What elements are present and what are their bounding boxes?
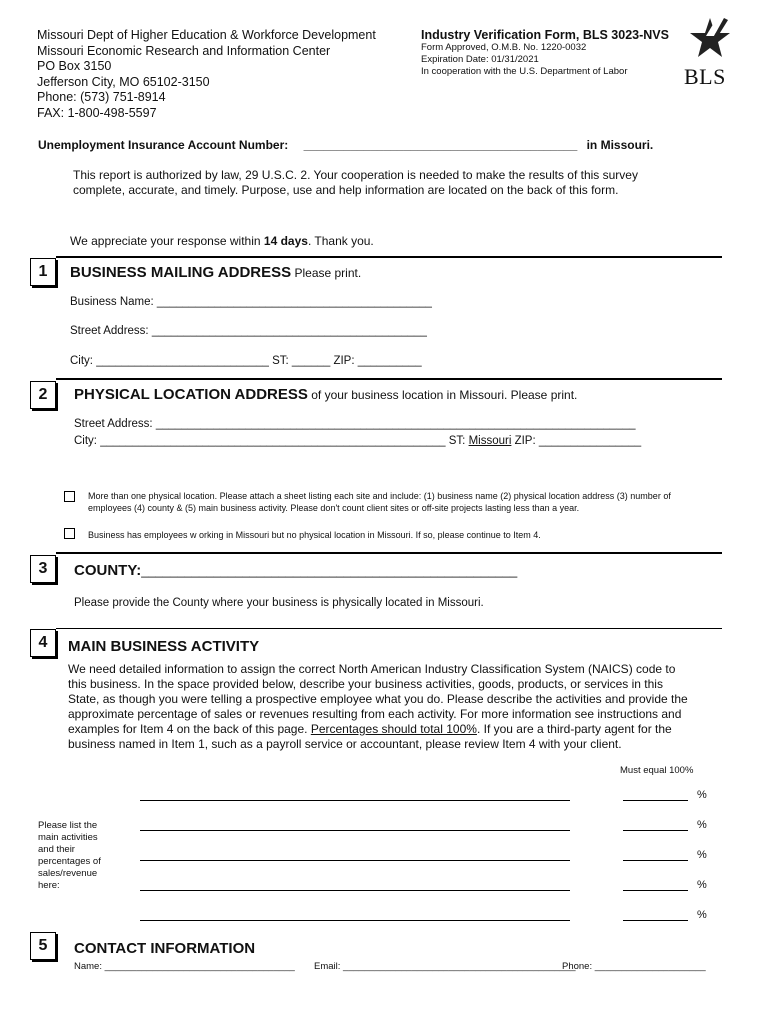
physical-city-field[interactable] [74, 435, 641, 447]
star-icon [684, 14, 742, 64]
form-meta-line: Expiration Date: 01/31/2021 [421, 54, 539, 65]
authorization-text: This report is authorized by law, 29 U.S.C. 2. Your cooperation is needed to make the results of this survey complete, accurate, and timely. Purpose, use and help information are located on the back of this form. [73, 168, 638, 197]
address-line: Phone: (573) 751-8914 [37, 90, 166, 104]
section-title [74, 386, 577, 403]
section-title-text: BUSINESS MAILING ADDRESS [70, 264, 292, 281]
section-number: 3 [30, 555, 56, 583]
instructions-b: . If you are a third-party agent for the business named in Item 1, such as a payroll service or accountant, please review Item 4 with your client. [68, 722, 672, 751]
address-line: PO Box 3150 [37, 59, 112, 73]
multiple-locations-text: More than one physical location. Please attach a sheet listing each site and include: (1) business name (2) physical location address (3) number of employees (4) county & (5) main business activity. Please don't count client sites or off-site projects lasting less than a year. [88, 491, 671, 513]
section-title-text: COUNTY: [74, 562, 142, 579]
appreciate-pre: We appreciate your response within [70, 234, 264, 248]
percent-sign: % [697, 849, 707, 861]
section-number: 4 [30, 629, 56, 657]
activity-percent-input[interactable] [623, 860, 688, 861]
activity-side-label: Please list the main activities and their percentages of sales/revenue here: [38, 820, 101, 891]
percent-sign: % [697, 819, 707, 831]
ui-account-suffix: in Missouri. [586, 138, 654, 152]
section-number: 1 [30, 258, 56, 286]
county-input[interactable]: ____________________________________________________ [141, 563, 518, 578]
form-title: Industry Verification Form, BLS 3023-NVS [421, 28, 669, 42]
business-name-field[interactable]: Business Name: ___________________________________________ [70, 296, 432, 308]
contact-phone-field[interactable]: Phone: _____________________ [562, 961, 706, 972]
ui-account-input[interactable]: _________________________________________ [303, 138, 578, 152]
section-number: 2 [30, 381, 56, 409]
section-note: Please print. [291, 266, 362, 280]
ui-account-label: Unemployment Insurance Account Number: [38, 138, 289, 152]
appreciate-text [70, 234, 374, 248]
no-physical-location-text: Business has employees w orking in Missouri but no physical location in Missouri. If so, please continue to Item 4. [88, 530, 541, 540]
percent-sign: % [697, 789, 707, 801]
form-meta-line: In cooperation with the U.S. Department of Labor [421, 66, 628, 77]
bls-logo [684, 14, 742, 90]
section-title-text: PHYSICAL LOCATION ADDRESS [74, 386, 308, 403]
form-meta-line: Form Approved, O.M.B. No. 1220-0032 [421, 42, 587, 53]
activity-description-input[interactable] [140, 830, 570, 831]
address-line: Missouri Dept of Higher Education & Workforce Development [37, 28, 376, 42]
contact-name-field[interactable]: Name: ____________________________________ [74, 961, 295, 972]
state-value: Missouri [468, 435, 512, 447]
logo-text: BLS [684, 64, 726, 89]
section-divider [56, 628, 722, 629]
activity-instructions [68, 662, 693, 752]
instructions-a: We need detailed information to assign the correct North American Industry Classification System (NAICS) code to this business. In the space provided below, describe your business activities, goods, products, or services in this State, as though you were telling a prospective employee what you do. Please describe the activities and provide the approximate percentage of sales or revenues resulting from each activity. For more information see instructions and examples for Item 4 on the back of this page. [68, 662, 688, 736]
activity-percent-input[interactable] [623, 920, 688, 921]
activity-percent-input[interactable] [623, 890, 688, 891]
activity-description-input[interactable] [140, 890, 570, 891]
physical-street-field[interactable]: Street Address: ___________________________________________________________________________ [74, 418, 636, 430]
section-divider [56, 552, 722, 554]
response-days: 14 days [263, 234, 308, 248]
ui-account-row [38, 138, 653, 152]
activity-description-input[interactable] [140, 860, 570, 861]
address-line: FAX: 1-800-498-5597 [37, 105, 157, 120]
city-line: City: ______________________________________________________ ST: [74, 435, 469, 447]
activity-percent-input[interactable] [623, 830, 688, 831]
multiple-locations-checkbox[interactable] [64, 491, 75, 502]
section-divider [56, 378, 722, 380]
percent-sign: % [697, 909, 707, 921]
percent-sign: % [697, 879, 707, 891]
activity-description-input[interactable] [140, 800, 570, 801]
activity-description-input[interactable] [140, 920, 570, 921]
total-note: Percentages should total 100% [310, 722, 477, 736]
address-line: Missouri Economic Research and Information Center [37, 43, 331, 58]
agency-address [37, 28, 376, 121]
form-header [421, 28, 669, 78]
contact-email-field[interactable]: Email: ____________________________________________ [314, 961, 576, 972]
address-line: Jefferson City, MO 65102-3150 [37, 74, 210, 89]
city-state-zip-field[interactable]: City: ___________________________ ST: ______ ZIP: __________ [70, 355, 422, 367]
activity-percent-input[interactable] [623, 800, 688, 801]
no-physical-location-checkbox[interactable] [64, 528, 75, 539]
section-note: of your business location in Missouri. Please print. [307, 388, 578, 402]
section-title: CONTACT INFORMATION [74, 940, 256, 957]
appreciate-post: . Thank you. [307, 234, 374, 248]
section-title [74, 562, 517, 579]
section-title: MAIN BUSINESS ACTIVITY [68, 638, 260, 655]
section-title [70, 264, 361, 281]
zip-line: ZIP: ________________ [511, 435, 642, 447]
section-number: 5 [30, 932, 56, 960]
section-divider [56, 256, 722, 258]
street-address-field[interactable]: Street Address: ___________________________________________ [70, 325, 427, 337]
county-note: Please provide the County where your business is physically located in Missouri. [74, 597, 484, 609]
must-equal-note: Must equal 100% [620, 765, 694, 776]
